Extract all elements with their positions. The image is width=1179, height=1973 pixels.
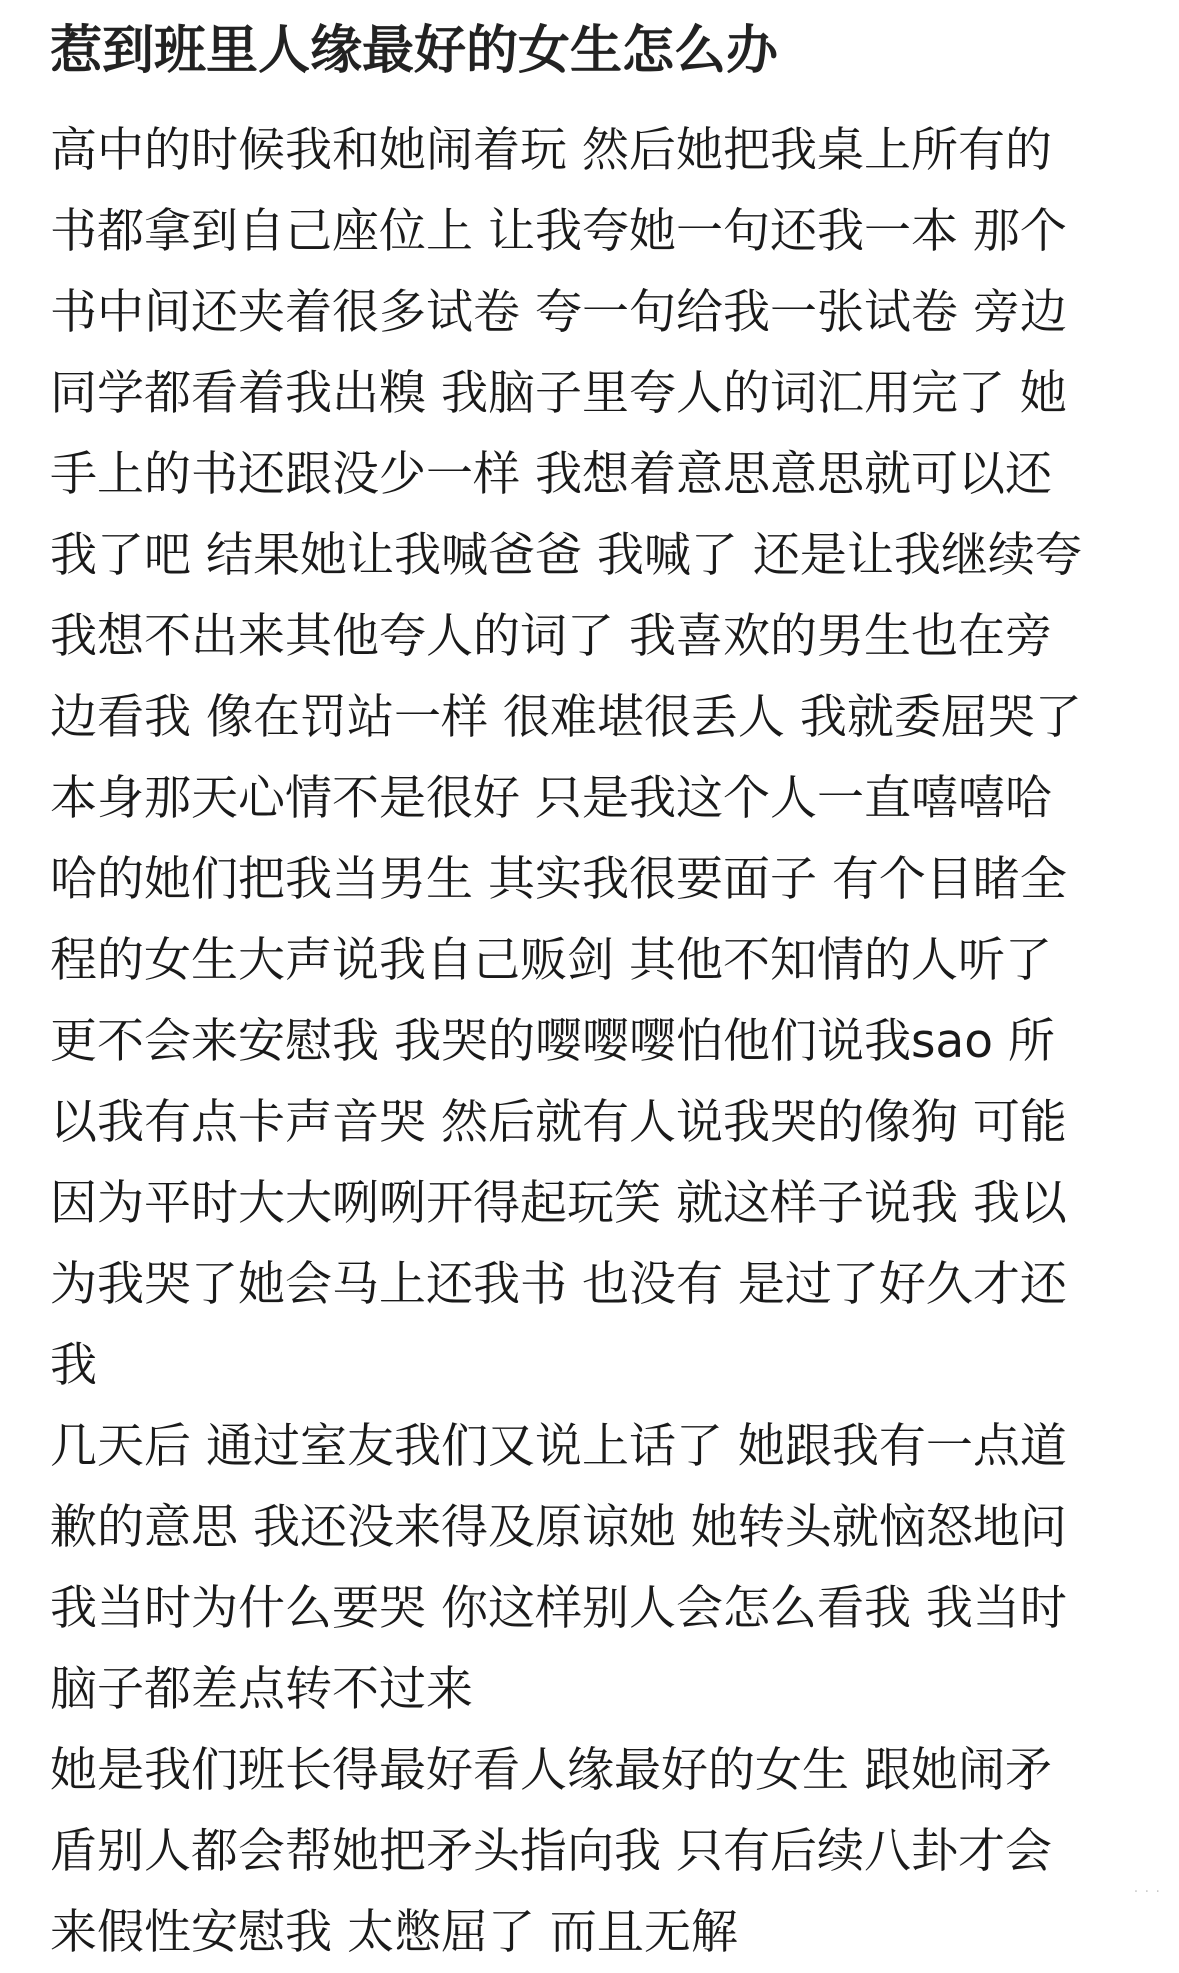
post-line: 我想不出来其他夸人的词了 我喜欢的男生也在旁 — [50, 609, 1052, 664]
post-line: 本身那天心情不是很好 只是我这个人一直嘻嘻哈 — [50, 771, 1052, 826]
post-line: 因为平时大大咧咧开得起玩笑 就这样子说我 我以 — [50, 1176, 1067, 1231]
post-line: 盾别人都会帮她把矛头指向我 只有后续八卦才会 — [50, 1824, 1052, 1879]
post-line: 几天后 通过室友我们又说上话了 她跟我有一点道 — [50, 1419, 1067, 1474]
post-body — [50, 110, 1150, 1973]
post-line: 来假性安慰我 太憋屈了 而且无解 — [50, 1905, 738, 1960]
post-line: 更不会来安慰我 我哭的嘤嘤嘤怕他们说我sao 所 — [50, 1014, 1055, 1069]
post-line: 我当时为什么要哭 你这样别人会怎么看我 我当时 — [50, 1581, 1067, 1636]
post-line: 我 — [50, 1338, 97, 1393]
post-line: 高中的时候我和她闹着玩 然后她把我桌上所有的 — [50, 123, 1052, 178]
post-line: 边看我 像在罚站一样 很难堪很丢人 我就委屈哭了 — [50, 690, 1082, 745]
post-line: 程的女生大声说我自己贩剑 其他不知情的人听了 — [50, 933, 1052, 988]
post-line: 同学都看着我出糗 我脑子里夸人的词汇用完了 她 — [50, 366, 1067, 421]
post-line: 她是我们班长得最好看人缘最好的女生 跟她闹矛 — [50, 1743, 1052, 1798]
post-line: 以我有点卡声音哭 然后就有人说我哭的像狗 可能 — [50, 1095, 1067, 1150]
post-title: 惹到班里人缘最好的女生怎么办 — [50, 21, 779, 81]
post-line: 书中间还夹着很多试卷 夸一句给我一张试卷 旁边 — [50, 285, 1067, 340]
post-line: 哈的她们把我当男生 其实我很要面子 有个目睹全 — [50, 852, 1067, 907]
post-line: 手上的书还跟没少一样 我想着意思意思就可以还 — [50, 447, 1052, 502]
post-line: 我了吧 结果她让我喊爸爸 我喊了 还是让我继续夸 — [50, 528, 1082, 583]
post-line: 歉的意思 我还没来得及原谅她 她转头就恼怒地问 — [50, 1500, 1067, 1555]
post-line: 书都拿到自己座位上 让我夸她一句还我一本 那个 — [50, 204, 1067, 259]
watermark: · · · — [1133, 1884, 1161, 1900]
post-line: 脑子都差点转不过来 — [50, 1662, 473, 1717]
post-line: 为我哭了她会马上还我书 也没有 是过了好久才还 — [50, 1257, 1067, 1312]
